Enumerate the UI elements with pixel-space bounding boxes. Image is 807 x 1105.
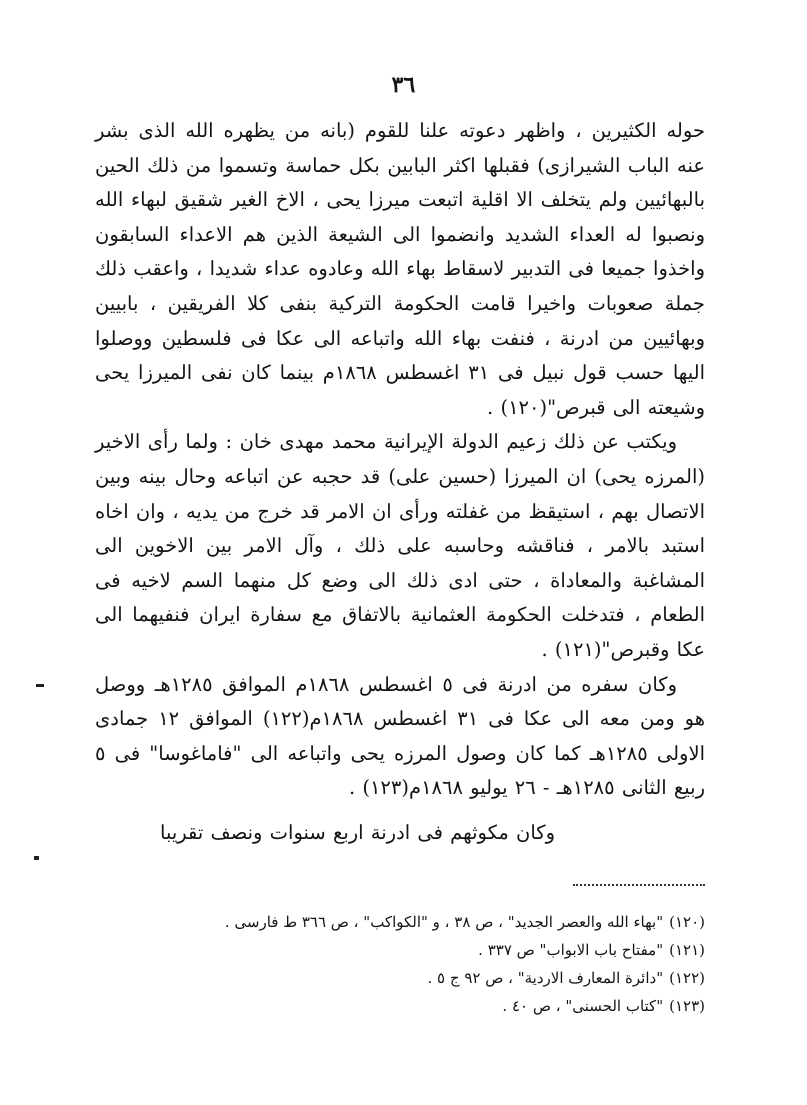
footnotes-list bbox=[95, 908, 705, 1020]
footnote-item bbox=[95, 992, 705, 1020]
page-number: ٣٦ bbox=[391, 72, 416, 98]
paragraph-4: وكان مكوثهم فى ادرنة اربع سنوات ونصف تقريبا bbox=[160, 820, 555, 844]
paragraph-1: حوله الكثيرين ، واظهر دعوته علنا للقوم (بانه من يظهره الله الذى بشر عنه الباب الشيرازى) فقبلها اكثر البابين بكل حماسة وتسموا من ذلك الحين بالبهائيين ولم يتخلف الا اقلية اتبعت ميرزا يحى ، الاخ الغير شقيق لبهاء الله ونصبوا له العداء الشديد وانضموا الى الشيعة الذين هم الاعداء السابقون واخذوا جميعا فى التدبير لاسقاط بهاء الله وعادوه عداء شديدا ، واعقب ذلك جملة صعوبات واخيرا قامت الحكومة التركية بنفى كلا الفريقين ، بابيين وبهائيين من ادرنة ، فنفت بهاء الله واتباعه الى عكا فى فلسطين ووصلوا اليها حسب قول نبيل فى ٣١ اغسطس ١٨٦٨م بينما كان نفى الميرزا يحى وشيعته الى قبرص"(١٢٠) . bbox=[95, 119, 706, 419]
footnote-item bbox=[95, 908, 705, 936]
footnote-text: "مفتاح باب الابواب" ص ٣٣٧ . bbox=[478, 941, 664, 959]
margin-mark bbox=[34, 856, 39, 860]
footnote-text: "دائرة المعارف الاردية" ، ص ٩٢ ج ٥ . bbox=[427, 969, 664, 987]
footnote-separator bbox=[573, 884, 705, 886]
footnote-item bbox=[95, 936, 705, 964]
footnote-item bbox=[95, 964, 705, 992]
margin-mark bbox=[36, 684, 44, 687]
footnote-text: "كتاب الحسنى" ، ص ٤٠ . bbox=[502, 997, 664, 1015]
body-text bbox=[95, 114, 705, 850]
paragraph-2: ويكتب عن ذلك زعيم الدولة الإيرانية محمد مهدى خان : ولما رأى الاخير (المرزه يحى) ان الميرزا (حسين على) قد حجبه عن اتباعه وحال بينه وبين الاتصال بهم ، استيقظ من غفلته ورأى ان الامر قد خرج من يديه ، وان اخاه استبد بالامر ، فناقشه وحاسبه على ذلك ، وآل الامر بين الاخوين الى المشاغبة والمعاداة ، حتى ادى ذلك الى وضع كل منهما السم لاخيه فى الطعام ، فتدخلت الحكومة العثمانية بالاتفاق مع سفارة ايران فنفيهما الى عكا وقبرص"(١٢١) . bbox=[95, 430, 705, 661]
footnote-number: (١٢١) bbox=[669, 941, 705, 959]
footnote-text: "بهاء الله والعصر الجديد" ، ص ٣٨ ، و "الكواكب" ، ص ٣٦٦ ط فارسى . bbox=[224, 913, 664, 931]
footnote-number: (١٢٠) bbox=[669, 913, 705, 931]
paragraph-3: وكان سفره من ادرنة فى ٥ اغسطس ١٨٦٨م الموافق ١٢٨٥هـ ووصل هو ومن معه الى عكا فى ٣١ اغسطس ١٨٦٨م(١٢٢) الموافق ١٢ جمادى الاولى ١٢٨٥هـ كما كان وصول المرزه يحى واتباعه الى "فاماغوسا" فى ٥ ربيع الثانى ١٢٨٥هـ - ٢٦ يوليو ١٨٦٨م(١٢٣) . bbox=[95, 672, 706, 800]
footnote-number: (١٢٣) bbox=[669, 997, 705, 1015]
footnote-number: (١٢٢) bbox=[669, 969, 705, 987]
